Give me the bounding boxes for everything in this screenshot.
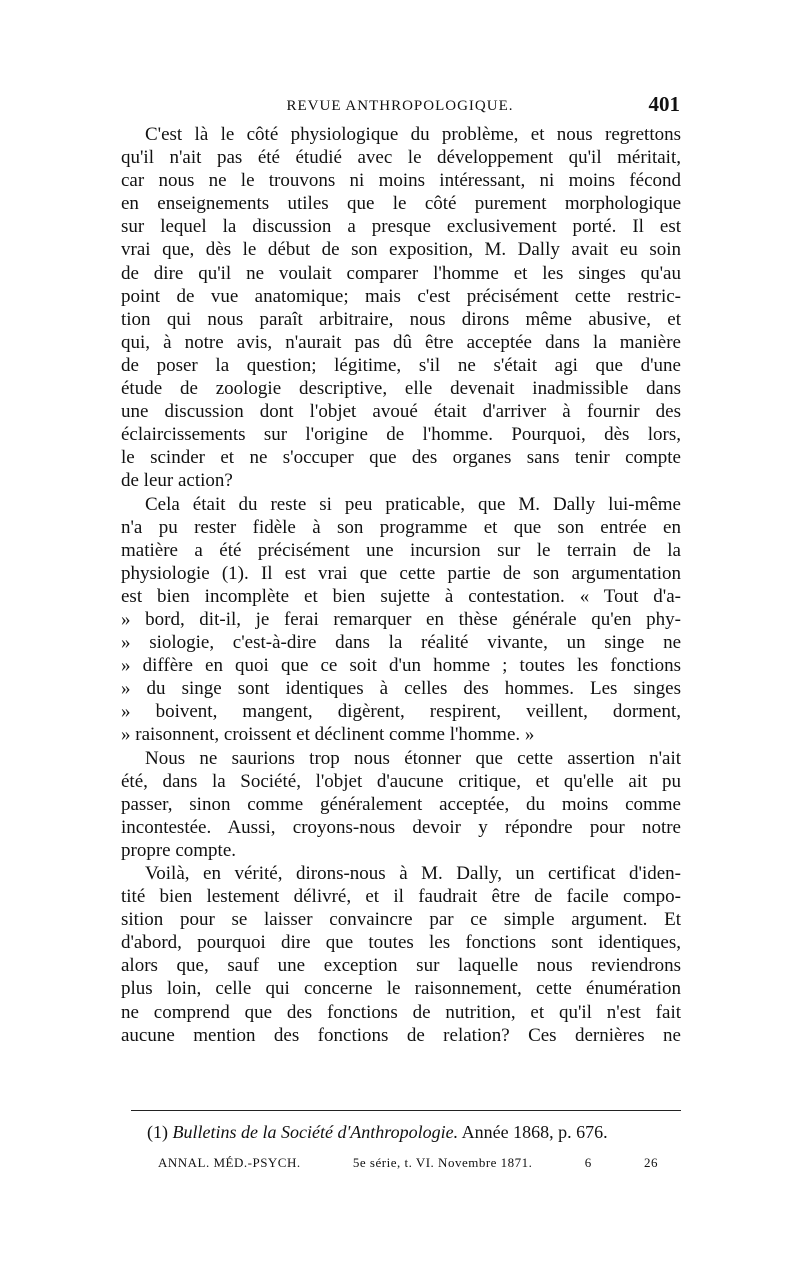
text-line: n'a pu rester fidèle à son programme et que son entrée en bbox=[121, 516, 681, 538]
text-line: » boivent, mangent, digèrent, respirent, veillent, dorment, bbox=[121, 701, 681, 723]
text-line: tité bien lestement délivré, et il faudrait être de facile compo- bbox=[121, 886, 681, 908]
text-line: propre compte. bbox=[121, 839, 237, 861]
text-line: qu'il n'ait pas été étudié avec le développement qu'il méritait, bbox=[121, 147, 681, 169]
footnote-marker: (1) bbox=[147, 1122, 168, 1142]
text-line: qui, à notre avis, n'aurait pas dû être acceptée dans la manière bbox=[121, 331, 681, 353]
text-line: » diffère en quoi que ce soit d'un homme ; toutes les fonctions bbox=[121, 655, 681, 677]
text-line: C'est là le côté physiologique du problème, et nous regrettons bbox=[145, 124, 681, 145]
running-head: REVUE ANTHROPOLOGIQUE. bbox=[286, 98, 514, 114]
text-line: Voilà, en vérité, dirons-nous à M. Dally, un certificat d'iden- bbox=[145, 863, 681, 884]
text-line: de poser la question; légitime, s'il ne s'était agi que d'une bbox=[121, 354, 681, 376]
text-line: » raisonnent, croissent et déclinent comme l'homme. » bbox=[121, 724, 535, 746]
page-number: 401 bbox=[648, 92, 680, 116]
text-line: Nous ne saurions trop nous étonner que cette assertion n'ait bbox=[145, 747, 681, 769]
text-line: alors que, sauf une exception sur laquelle nous reviendrons bbox=[121, 955, 681, 977]
text-line: une discussion dont l'objet avoué était d'arriver à fournir des bbox=[121, 401, 681, 423]
text-line: » du singe sont identiques à celles des hommes. Les singes bbox=[121, 678, 681, 700]
text-line: Cela était du reste si peu praticable, que M. Dally lui-même bbox=[145, 493, 681, 515]
text-line: est bien incomplète et bien sujette à contestation. « Tout d'a- bbox=[121, 585, 681, 607]
text-line: point de vue anatomique; mais c'est précisément cette restric- bbox=[121, 285, 681, 307]
footnote-title: Bulletins de la Société d'Anthropologie. bbox=[172, 1122, 459, 1142]
text-line: éclaircissements sur l'origine de l'homme. Pourquoi, dès lors, bbox=[121, 424, 681, 446]
text-line: étude de zoologie descriptive, elle devenait inadmissible dans bbox=[121, 378, 681, 400]
text-line: sition pour se laisser convaincre par ce simple argument. Et bbox=[121, 909, 681, 931]
text-line: en enseignements utiles que le côté purement morphologique bbox=[121, 193, 681, 215]
text-line: sur lequel la discussion a presque exclusivement porté. Il est bbox=[121, 216, 681, 238]
text-line: été, dans la Société, l'objet d'aucune critique, et qu'elle ait pu bbox=[121, 770, 681, 792]
footnote-rest: Année 1868, p. 676. bbox=[461, 1122, 608, 1142]
text-line: le scinder et ne s'occuper que des organes sans tenir compte bbox=[121, 447, 681, 469]
text-line: matière a été précisément une incursion sur le terrain de la bbox=[121, 539, 681, 561]
body-text bbox=[121, 123, 681, 1103]
text-line: de leur action? bbox=[121, 470, 233, 492]
text-line: » siologie, c'est-à-dire dans la réalité vivante, un singe ne bbox=[121, 632, 681, 654]
printer-signature bbox=[158, 1155, 658, 1171]
text-line: passer, sinon comme généralement acceptée, du moins comme bbox=[121, 793, 681, 815]
text-line: de dire qu'il ne voulait comparer l'homme et les singes qu'au bbox=[121, 262, 681, 284]
text-line: plus loin, celle qui concerne le raisonnement, cette énumération bbox=[121, 978, 681, 1000]
page-header bbox=[120, 92, 680, 122]
text-line: » bord, dit-il, je ferai remarquer en thèse générale qu'en phy- bbox=[121, 608, 681, 630]
text-line: car nous ne le trouvons ni moins intéressant, ni moins fécond bbox=[121, 170, 681, 192]
footnote-divider bbox=[131, 1110, 681, 1111]
footnote bbox=[147, 1122, 687, 1143]
text-line: tion qui nous paraît arbitraire, nous dirons même abusive, et bbox=[121, 308, 681, 330]
text-line: incontestée. Aussi, croyons-nous devoir y répondre pour notre bbox=[121, 816, 681, 838]
text-line: ne comprend que des fonctions de nutrition, et qu'il n'est fait bbox=[121, 1001, 681, 1023]
signature-journal: ANNAL. MÉD.-PSYCH. bbox=[158, 1155, 301, 1170]
signature-series: 5e série, t. VI. Novembre 1871. bbox=[352, 1155, 533, 1170]
text-line: physiologie (1). Il est vrai que cette partie de son argumentation bbox=[121, 562, 681, 584]
signature-sheet: 6 bbox=[584, 1155, 592, 1170]
text-line: aucune mention des fonctions de relation? Ces dernières ne bbox=[121, 1024, 681, 1046]
signature-number: 26 bbox=[644, 1155, 658, 1170]
text-line: vrai que, dès le début de son exposition, M. Dally avait eu soin bbox=[121, 239, 681, 261]
text-line: d'abord, pourquoi dire que toutes les fonctions sont identiques, bbox=[121, 932, 681, 954]
